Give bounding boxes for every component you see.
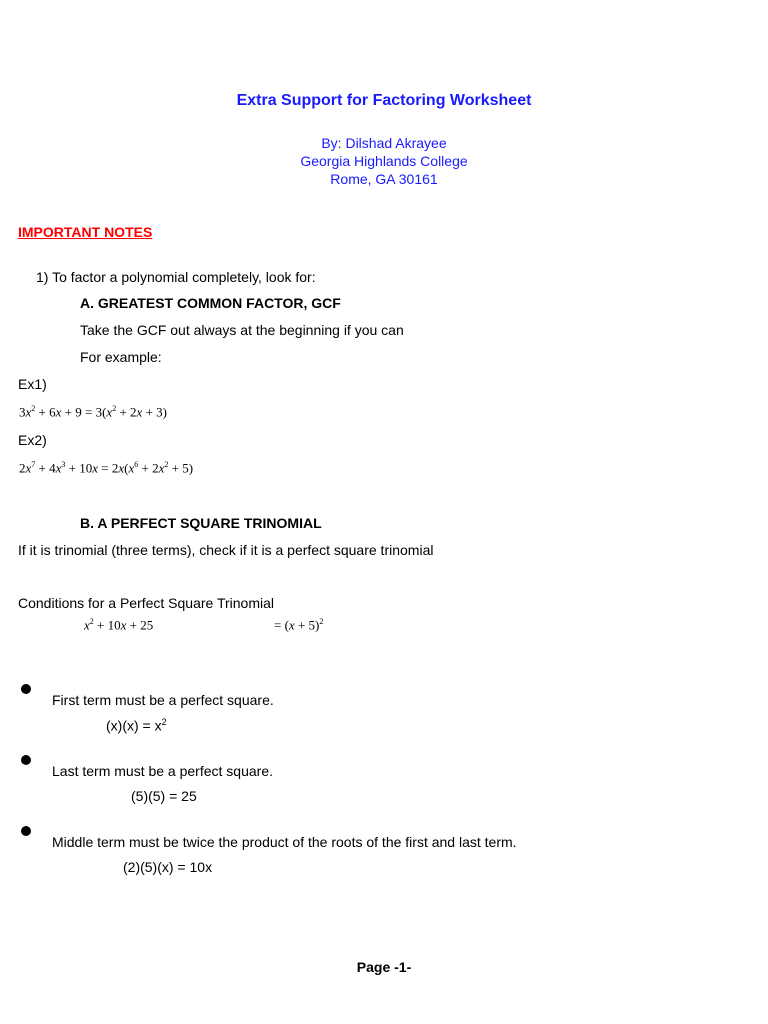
address-line: Rome, GA 30161	[330, 171, 438, 187]
example-2-equation: $2x^7 + 4x^3 + 10x = 2x(x^6 + 2x^2 + 5)$	[19, 460, 194, 476]
page-number: Page -1-	[356, 959, 412, 975]
example-1-equation: $3x^2 + 6x + 9 = 3(x^2 + 2x + 3)$	[19, 404, 167, 420]
condition-3-example: (2)(5)(x) = 10x	[123, 859, 213, 875]
trinomial-example: $x^2 + 10x + 25$	[84, 617, 154, 633]
bullet-icon	[21, 755, 31, 765]
bullet-icon	[21, 684, 31, 694]
for-example-label: For example:	[80, 349, 162, 365]
section-a-heading: A. GREATEST COMMON FACTOR, GCF	[80, 295, 341, 311]
condition-1-text: First term must be a perfect square.	[52, 692, 274, 708]
document-title: Extra Support for Factoring Worksheet	[236, 92, 532, 109]
example-1-label: Ex1)	[18, 376, 47, 392]
author-line: By: Dilshad Akrayee	[321, 135, 447, 151]
trinomial-instruction: If it is trinomial (three terms), check if it is a perfect square trinomial	[18, 542, 434, 558]
important-notes-heading: IMPORTANT NOTES	[18, 224, 153, 240]
trinomial-factored: = $(x + 5)^2$	[274, 617, 324, 633]
condition-2-example: (5)(5) = 25	[131, 788, 197, 804]
section-b-heading: B. A PERFECT SQUARE TRINOMIAL	[80, 515, 322, 531]
condition-3-text: Middle term must be twice the product of the roots of the first and last term.	[52, 834, 517, 850]
conditions-heading: Conditions for a Perfect Square Trinomial	[18, 595, 275, 611]
institution-line: Georgia Highlands College	[300, 153, 468, 169]
gcf-instruction: Take the GCF out always at the beginning if you can	[80, 322, 404, 338]
item-1-intro: 1) To factor a polynomial completely, look for:	[36, 269, 316, 285]
example-2-label: Ex2)	[18, 432, 47, 448]
bullet-icon	[21, 826, 31, 836]
condition-1-example: $(x)(x) = x^2$	[106, 717, 167, 734]
condition-2-text: Last term must be a perfect square.	[52, 763, 273, 779]
